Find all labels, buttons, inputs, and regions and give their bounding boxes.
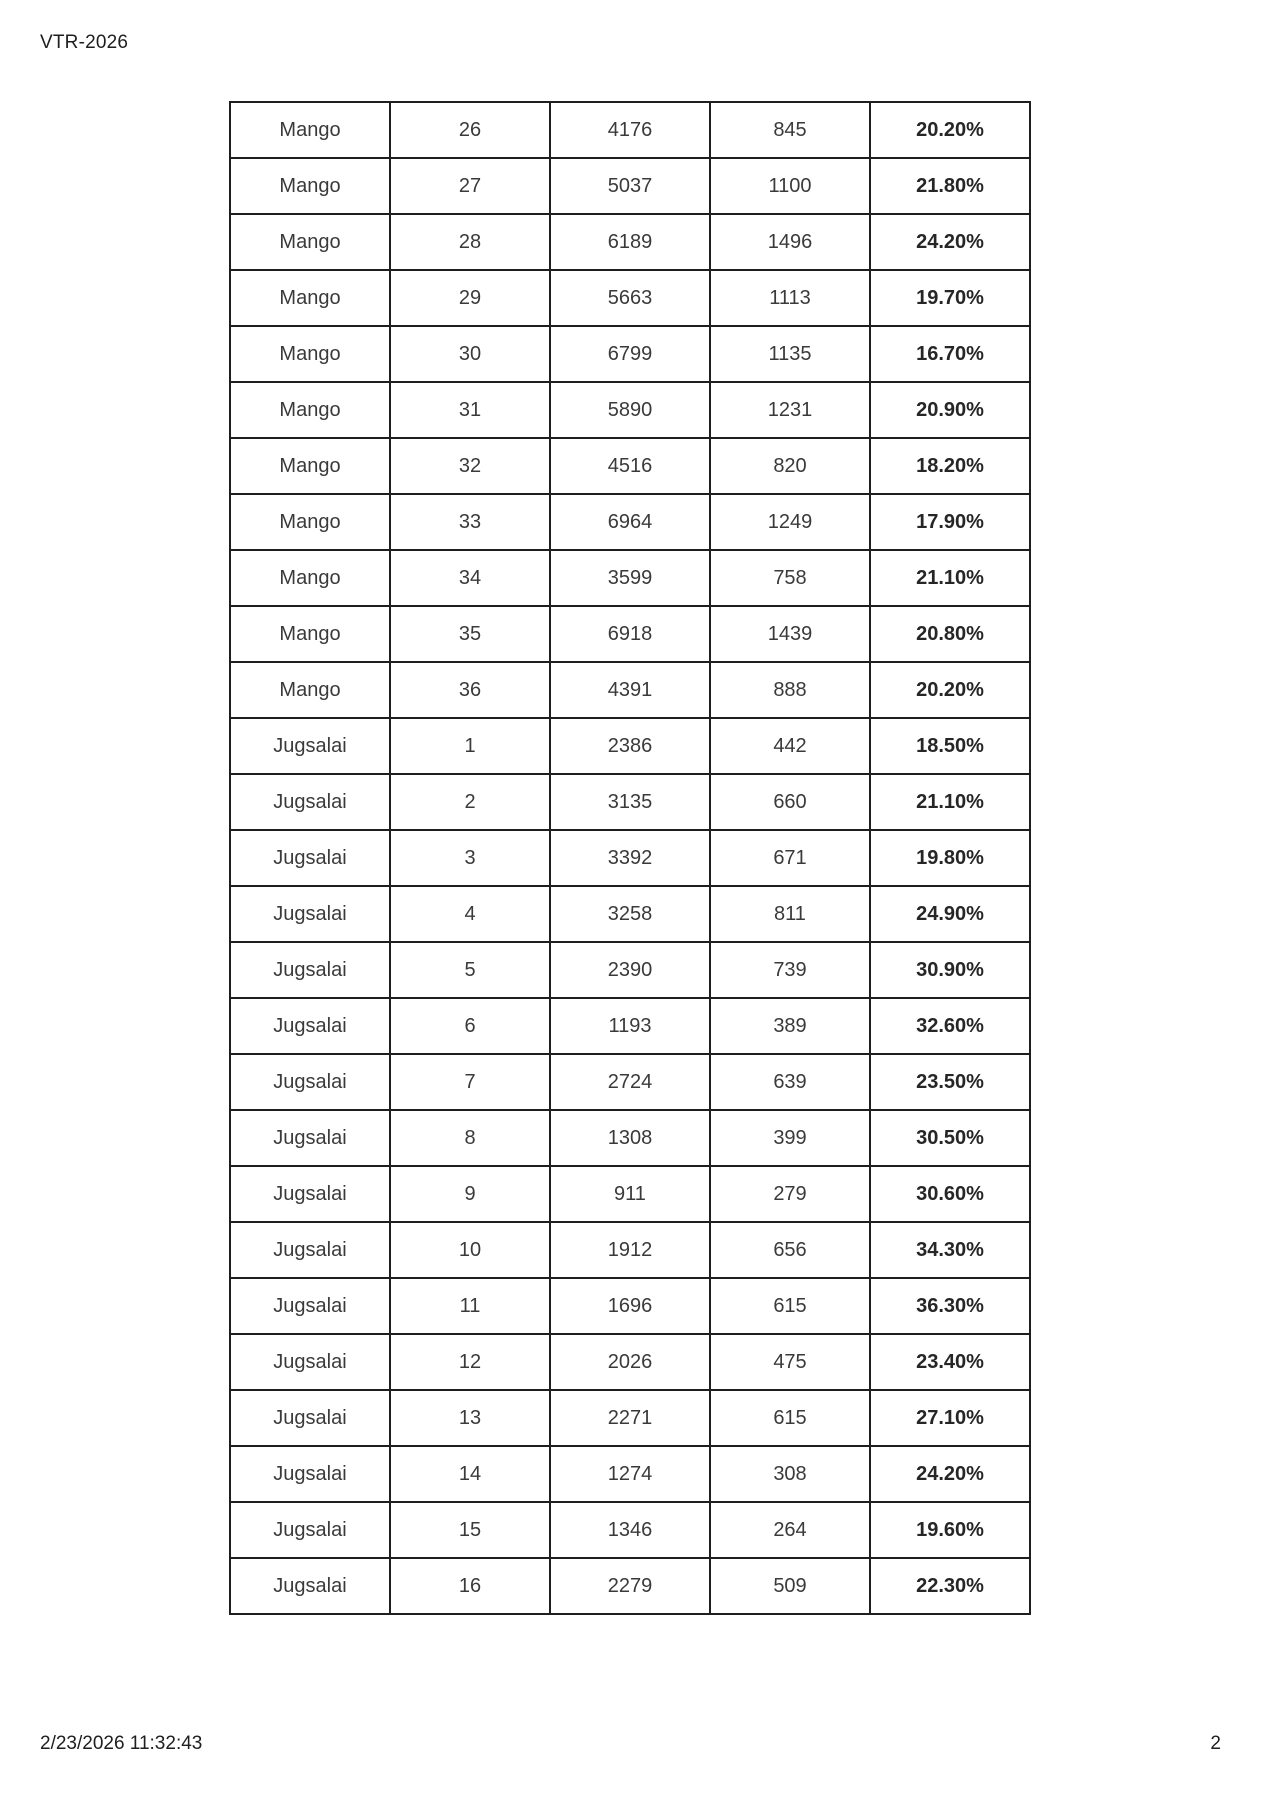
table-row — [230, 998, 1030, 1054]
percent-cell: 30.50% — [870, 1110, 1030, 1166]
area-name-cell: Mango — [230, 382, 390, 438]
value-cell-2: 660 — [710, 774, 870, 830]
table-row — [230, 1390, 1030, 1446]
table-row — [230, 550, 1030, 606]
percent-cell: 30.60% — [870, 1166, 1030, 1222]
value-cell-2: 615 — [710, 1390, 870, 1446]
table-row — [230, 830, 1030, 886]
ward-number-cell: 3 — [390, 830, 550, 886]
value-cell-2: 264 — [710, 1502, 870, 1558]
area-name-cell: Mango — [230, 494, 390, 550]
value-cell-2: 1135 — [710, 326, 870, 382]
value-cell-2: 811 — [710, 886, 870, 942]
area-name-cell: Jugsalai — [230, 942, 390, 998]
footer-page-number: 2 — [1210, 1733, 1221, 1754]
area-name-cell: Jugsalai — [230, 1390, 390, 1446]
area-name-cell: Jugsalai — [230, 998, 390, 1054]
percent-cell: 20.20% — [870, 662, 1030, 718]
percent-cell: 22.30% — [870, 1558, 1030, 1614]
value-cell-1: 2724 — [550, 1054, 710, 1110]
ward-number-cell: 36 — [390, 662, 550, 718]
value-cell-2: 1100 — [710, 158, 870, 214]
percent-cell: 21.10% — [870, 550, 1030, 606]
ward-number-cell: 2 — [390, 774, 550, 830]
value-cell-1: 3135 — [550, 774, 710, 830]
ward-number-cell: 6 — [390, 998, 550, 1054]
ward-number-cell: 11 — [390, 1278, 550, 1334]
percent-cell: 21.80% — [870, 158, 1030, 214]
area-name-cell: Jugsalai — [230, 1446, 390, 1502]
area-name-cell: Mango — [230, 270, 390, 326]
area-name-cell: Jugsalai — [230, 1166, 390, 1222]
table-row — [230, 1558, 1030, 1614]
value-cell-1: 1274 — [550, 1446, 710, 1502]
ward-number-cell: 30 — [390, 326, 550, 382]
ward-number-cell: 9 — [390, 1166, 550, 1222]
ward-number-cell: 15 — [390, 1502, 550, 1558]
value-cell-1: 2386 — [550, 718, 710, 774]
ward-number-cell: 32 — [390, 438, 550, 494]
ward-number-cell: 16 — [390, 1558, 550, 1614]
value-cell-1: 6918 — [550, 606, 710, 662]
value-cell-1: 1912 — [550, 1222, 710, 1278]
area-name-cell: Jugsalai — [230, 1278, 390, 1334]
value-cell-1: 2279 — [550, 1558, 710, 1614]
percent-cell: 19.70% — [870, 270, 1030, 326]
table-row — [230, 1502, 1030, 1558]
footer-datetime: 2/23/2026 11:32:43 — [40, 1733, 203, 1754]
value-cell-2: 671 — [710, 830, 870, 886]
value-cell-2: 475 — [710, 1334, 870, 1390]
value-cell-1: 3258 — [550, 886, 710, 942]
area-name-cell: Jugsalai — [230, 1222, 390, 1278]
ward-number-cell: 31 — [390, 382, 550, 438]
ward-number-cell: 13 — [390, 1390, 550, 1446]
area-name-cell: Mango — [230, 662, 390, 718]
table-row — [230, 1278, 1030, 1334]
table-row — [230, 1334, 1030, 1390]
percent-cell: 21.10% — [870, 774, 1030, 830]
value-cell-1: 6189 — [550, 214, 710, 270]
area-name-cell: Mango — [230, 606, 390, 662]
page-footer — [40, 1733, 1221, 1755]
area-name-cell: Jugsalai — [230, 1334, 390, 1390]
percent-cell: 34.30% — [870, 1222, 1030, 1278]
percent-cell: 32.60% — [870, 998, 1030, 1054]
value-cell-2: 739 — [710, 942, 870, 998]
ward-number-cell: 28 — [390, 214, 550, 270]
table-row — [230, 1222, 1030, 1278]
table-row — [230, 494, 1030, 550]
percent-cell: 19.80% — [870, 830, 1030, 886]
value-cell-2: 442 — [710, 718, 870, 774]
value-cell-2: 1113 — [710, 270, 870, 326]
value-cell-1: 5663 — [550, 270, 710, 326]
percent-cell: 18.50% — [870, 718, 1030, 774]
value-cell-2: 399 — [710, 1110, 870, 1166]
table-row — [230, 718, 1030, 774]
percent-cell: 17.90% — [870, 494, 1030, 550]
table-row — [230, 1110, 1030, 1166]
percent-cell: 20.90% — [870, 382, 1030, 438]
value-cell-2: 615 — [710, 1278, 870, 1334]
percent-cell: 24.20% — [870, 214, 1030, 270]
ward-number-cell: 12 — [390, 1334, 550, 1390]
area-name-cell: Jugsalai — [230, 774, 390, 830]
value-cell-2: 845 — [710, 102, 870, 158]
ward-number-cell: 26 — [390, 102, 550, 158]
value-cell-2: 308 — [710, 1446, 870, 1502]
table-row — [230, 158, 1030, 214]
turnout-table-body — [230, 102, 1030, 1614]
area-name-cell: Jugsalai — [230, 830, 390, 886]
ward-number-cell: 5 — [390, 942, 550, 998]
area-name-cell: Jugsalai — [230, 718, 390, 774]
value-cell-2: 389 — [710, 998, 870, 1054]
table-row — [230, 886, 1030, 942]
ward-number-cell: 29 — [390, 270, 550, 326]
value-cell-1: 3392 — [550, 830, 710, 886]
percent-cell: 19.60% — [870, 1502, 1030, 1558]
value-cell-2: 820 — [710, 438, 870, 494]
area-name-cell: Mango — [230, 158, 390, 214]
percent-cell: 24.90% — [870, 886, 1030, 942]
value-cell-1: 3599 — [550, 550, 710, 606]
value-cell-2: 1496 — [710, 214, 870, 270]
area-name-cell: Jugsalai — [230, 1502, 390, 1558]
value-cell-2: 1231 — [710, 382, 870, 438]
report-header-code: VTR-2026 — [40, 32, 129, 53]
value-cell-1: 2271 — [550, 1390, 710, 1446]
area-name-cell: Jugsalai — [230, 886, 390, 942]
ward-number-cell: 33 — [390, 494, 550, 550]
percent-cell: 24.20% — [870, 1446, 1030, 1502]
ward-number-cell: 35 — [390, 606, 550, 662]
percent-cell: 23.50% — [870, 1054, 1030, 1110]
percent-cell: 20.20% — [870, 102, 1030, 158]
percent-cell: 30.90% — [870, 942, 1030, 998]
value-cell-1: 1308 — [550, 1110, 710, 1166]
value-cell-2: 639 — [710, 1054, 870, 1110]
table-row — [230, 662, 1030, 718]
table-row — [230, 1166, 1030, 1222]
percent-cell: 27.10% — [870, 1390, 1030, 1446]
table-row — [230, 326, 1030, 382]
table-row — [230, 382, 1030, 438]
value-cell-1: 2390 — [550, 942, 710, 998]
value-cell-2: 509 — [710, 1558, 870, 1614]
value-cell-1: 5890 — [550, 382, 710, 438]
value-cell-1: 4391 — [550, 662, 710, 718]
value-cell-1: 1193 — [550, 998, 710, 1054]
table-row — [230, 270, 1030, 326]
percent-cell: 18.20% — [870, 438, 1030, 494]
value-cell-1: 4176 — [550, 102, 710, 158]
table-row — [230, 1054, 1030, 1110]
area-name-cell: Jugsalai — [230, 1054, 390, 1110]
value-cell-1: 4516 — [550, 438, 710, 494]
ward-number-cell: 8 — [390, 1110, 550, 1166]
area-name-cell: Mango — [230, 326, 390, 382]
percent-cell: 16.70% — [870, 326, 1030, 382]
table-row — [230, 606, 1030, 662]
table-row — [230, 102, 1030, 158]
percent-cell: 23.40% — [870, 1334, 1030, 1390]
value-cell-2: 1439 — [710, 606, 870, 662]
ward-number-cell: 4 — [390, 886, 550, 942]
value-cell-2: 656 — [710, 1222, 870, 1278]
table-row — [230, 774, 1030, 830]
ward-number-cell: 27 — [390, 158, 550, 214]
area-name-cell: Jugsalai — [230, 1110, 390, 1166]
value-cell-1: 911 — [550, 1166, 710, 1222]
table-row — [230, 438, 1030, 494]
value-cell-1: 6799 — [550, 326, 710, 382]
turnout-table — [229, 101, 1031, 1615]
value-cell-1: 5037 — [550, 158, 710, 214]
value-cell-2: 758 — [710, 550, 870, 606]
ward-number-cell: 1 — [390, 718, 550, 774]
table-row — [230, 942, 1030, 998]
value-cell-2: 279 — [710, 1166, 870, 1222]
area-name-cell: Mango — [230, 550, 390, 606]
area-name-cell: Jugsalai — [230, 1558, 390, 1614]
value-cell-2: 888 — [710, 662, 870, 718]
value-cell-1: 6964 — [550, 494, 710, 550]
value-cell-1: 2026 — [550, 1334, 710, 1390]
table-row — [230, 1446, 1030, 1502]
percent-cell: 36.30% — [870, 1278, 1030, 1334]
value-cell-1: 1696 — [550, 1278, 710, 1334]
area-name-cell: Mango — [230, 438, 390, 494]
ward-number-cell: 10 — [390, 1222, 550, 1278]
area-name-cell: Mango — [230, 102, 390, 158]
table-row — [230, 214, 1030, 270]
area-name-cell: Mango — [230, 214, 390, 270]
ward-number-cell: 7 — [390, 1054, 550, 1110]
ward-number-cell: 34 — [390, 550, 550, 606]
ward-number-cell: 14 — [390, 1446, 550, 1502]
value-cell-1: 1346 — [550, 1502, 710, 1558]
value-cell-2: 1249 — [710, 494, 870, 550]
percent-cell: 20.80% — [870, 606, 1030, 662]
